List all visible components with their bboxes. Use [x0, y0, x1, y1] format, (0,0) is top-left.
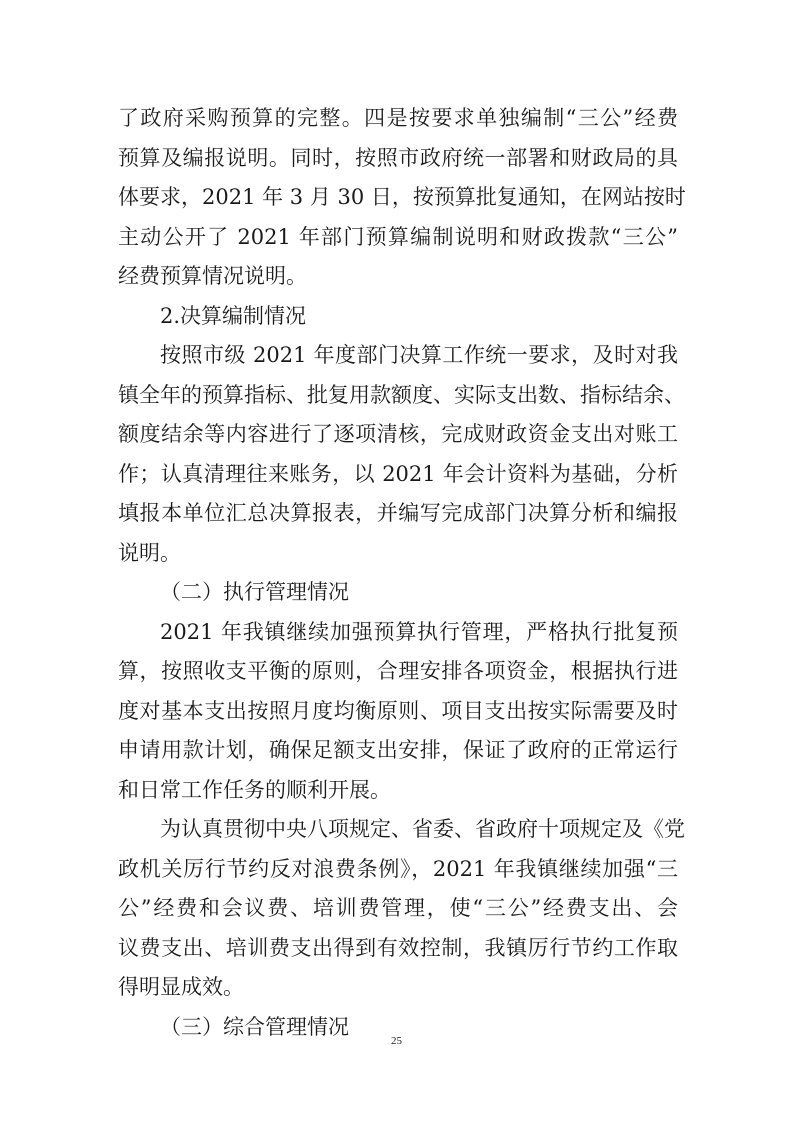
- text-line: 度对基本支出按照月度均衡原则、项目支出按实际需要及时: [118, 698, 678, 723]
- text-line: 为认真贯彻中央八项规定、省委、省政府十项规定及《党: [160, 817, 685, 841]
- text-line: 体要求，2021 年 3 月 30 日，按预算批复通知，在网站按时: [118, 185, 686, 209]
- text-line: 政机关厉行节约反对浪费条例》，2021 年我镇继续加强“三: [118, 856, 678, 881]
- text-line: 了政府采购预算的完整。四是按要求单独编制“三公”经费: [118, 106, 678, 130]
- text-line: 说明。: [118, 540, 181, 565]
- text-line: 得明显成效。: [118, 975, 244, 999]
- text-line: 作；认真清理往来账务，以 2021 年会计资料为基础，分析: [118, 461, 678, 486]
- text-line: 公”经费和会议费、培训费管理，使“三公”经费支出、会: [118, 896, 678, 920]
- text-line: 议费支出、培训费支出得到有效控制，我镇厉行节约工作取: [118, 935, 678, 960]
- text-line: 填报本单位汇总决算报表，并编写完成部门决算分析和编报: [118, 501, 678, 525]
- section-heading: （二）执行管理情况: [160, 580, 349, 604]
- page-number: 25: [391, 1035, 402, 1047]
- text-line: 镇全年的预算指标、批复用款额度、实际支出数、指标结余、: [118, 382, 685, 407]
- text-line: 按照市级 2021 年度部门决算工作统一要求，及时对我: [160, 343, 678, 367]
- section-heading: （三）综合管理情况: [160, 1014, 349, 1039]
- text-line: 预算及编报说明。同时，按照市政府统一部署和财政局的具: [118, 145, 678, 170]
- text-line: 主动公开了 2021 年部门预算编制说明和财政拨款“三公”: [118, 224, 678, 249]
- text-line: 算，按照收支平衡的原则，合理安排各项资金，根据执行进: [118, 659, 678, 683]
- text-line: 申请用款计划，确保足额支出安排，保证了政府的正常运行: [118, 738, 678, 762]
- section-heading: 2.决算编制情况: [160, 303, 307, 328]
- text-line: 和日常工作任务的顺利开展。: [118, 777, 391, 802]
- text-line: 2021 年我镇继续加强预算执行管理，严格执行批复预: [160, 619, 678, 644]
- text-line: 额度结余等内容进行了逐项清核，完成财政资金支出对账工: [118, 422, 678, 446]
- text-line: 经费预算情况说明。: [118, 264, 307, 288]
